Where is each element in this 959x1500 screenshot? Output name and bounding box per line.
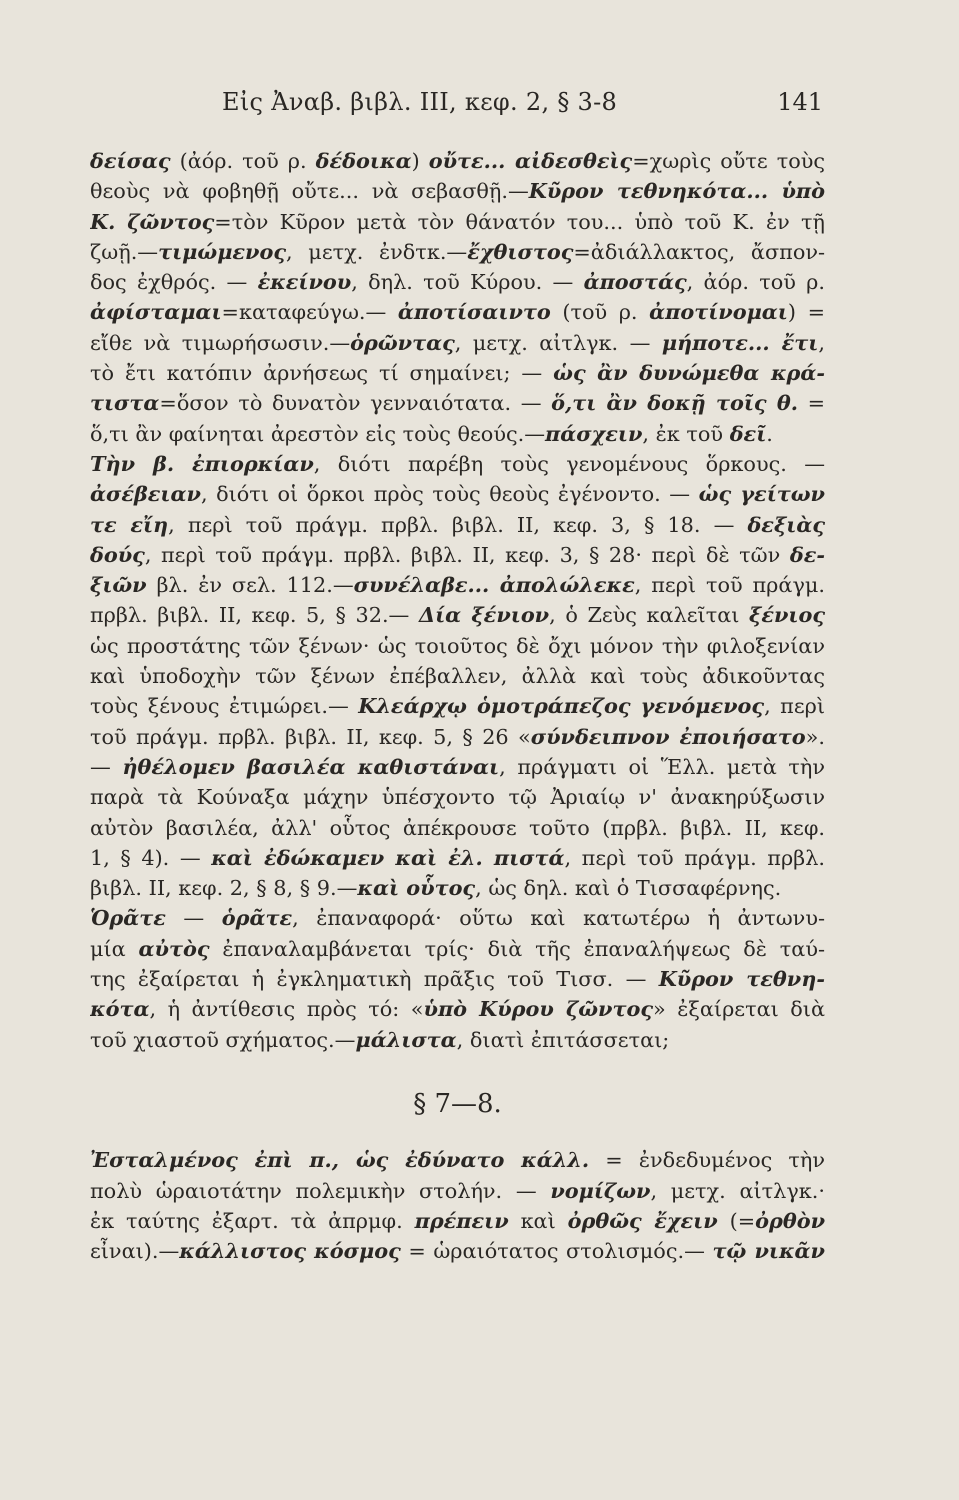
text-line — [90, 479, 825, 509]
text-line — [90, 1025, 825, 1055]
text-line — [90, 267, 825, 297]
gloss-text: ἐκ ταύτης ἐξαρτ. τὰ ἀπρμφ. — [90, 1208, 415, 1233]
gloss-text: = ὡραιότατος στολισμός.— — [400, 1239, 713, 1264]
lemma-term: ὑπὸ Κύρου ζῶντος — [423, 996, 654, 1022]
text-line — [90, 1236, 825, 1266]
lemma-term: ἀποτίνομαι — [649, 299, 788, 325]
lemma-term: ἀποστάς — [583, 269, 687, 295]
text-line — [90, 600, 825, 630]
gloss-text: τὸ ἔτι κατόπιν ἀρνήσεως τί σημαίνει; — — [90, 361, 554, 386]
gloss-text: , περὶ τοῦ πράγμ. — [634, 573, 825, 598]
gloss-text: =ὅσον τὸ δυνατὸν γενναιότατα. — — [159, 391, 552, 416]
lemma-term: ἀσέβειαν — [90, 481, 201, 507]
gloss-text: , ὡς δηλ. καὶ ὁ Τισσαφέρνης. — [475, 876, 782, 901]
lemma-term: ἐκείνου — [257, 269, 352, 295]
lemma-term: Κῦρον τεθνηκότα... ὑπὸ — [528, 178, 825, 204]
lemma-term: οὔτε... αἰδεσθεὶς — [428, 148, 633, 173]
gloss-text: ὡς προστάτης τῶν ξένων· ὡς τοιοῦτος δὲ ὄχι μόνον τὴν φιλοξενίαν — [90, 633, 825, 658]
lemma-term: καὶ ἐδώκαμεν καὶ ἐλ. πιστά — [211, 844, 565, 870]
gloss-text: αὐτὸν βασιλέα, ἀλλ' οὗτος ἀπέκρουσε τοῦτο (πρβλ. βιβλ. ΙΙ, κεφ. — [90, 815, 825, 840]
lemma-term: ὀρθῶς ἔχειν — [567, 1207, 718, 1233]
text-line — [90, 449, 825, 479]
gloss-text: ὅ,τι ἂν φαίνηται ἀρεστὸν εἰς τοὺς θεούς.— — [90, 421, 546, 446]
lemma-term: καὶ οὗτος — [357, 875, 476, 901]
text-line — [90, 782, 825, 812]
gloss-text: = ἐνδεδυμένος τὴν — [589, 1148, 825, 1173]
section-heading: § 7—8. — [413, 1088, 502, 1119]
gloss-text: . — [766, 421, 773, 446]
text-line — [90, 358, 825, 388]
lemma-term: ὅ,τι ἂν δοκῇ τοῖς θ. — [551, 390, 798, 416]
lemma-term: ὡς γείτων — [698, 481, 825, 507]
gloss-text: , διότι οἱ ὅρκοι πρὸς τοὺς θεοὺς ἐγένοντο. — — [200, 482, 699, 507]
lemma-term: ξιῶν — [90, 572, 147, 598]
gloss-text: , περὶ τοῦ πράγμ. πρβλ. βιβλ. ΙΙ, κεφ. 3, § 18. — — [168, 512, 748, 537]
lemma-term: ἠθέλομεν βασιλέα καθιστάναι — [122, 753, 500, 779]
gloss-text: τοῦ πράγμ. πρβλ. βιβλ. ΙΙ, κεφ. 5, § 26 « — [90, 724, 531, 749]
text-line — [90, 964, 825, 994]
gloss-text: , ἐπαναφορά· οὕτω καὶ κατωτέρω ἡ ἀντωνυ- — [292, 906, 825, 931]
gloss-text: παρὰ τὰ Κούναξα μάχην ὑπέσχοντο τῷ Ἀριαίῳ ν' ἀνακηρύξωσιν — [90, 785, 825, 810]
gloss-text: — — [90, 754, 123, 779]
gloss-text: ) = — [787, 300, 825, 325]
lemma-term: ὁρᾶτε — [221, 905, 293, 931]
gloss-text: , περὶ — [764, 694, 825, 719]
lemma-term: σύνδειπνον ἐποιήσατο — [530, 723, 806, 749]
lemma-term: ὀρθὸν — [755, 1207, 825, 1233]
gloss-text: (τοῦ ρ. — [550, 300, 650, 325]
text-line — [90, 934, 825, 964]
lemma-term: δε- — [789, 541, 825, 567]
gloss-text: , ἡ ἀντίθεσις πρὸς τό: « — [149, 997, 424, 1022]
lemma-term: ξένιος — [749, 602, 825, 628]
gloss-text: , μετχ. ἐνδτκ.— — [286, 239, 468, 264]
gloss-text: , πράγματι οἱ Ἕλλ. μετὰ τὴν — [499, 754, 825, 779]
text-line — [90, 328, 825, 358]
gloss-text: τοῦ χιαστοῦ σχήματος.— — [90, 1027, 356, 1052]
text-line — [90, 419, 825, 449]
lemma-term: ὁρῶντας — [350, 329, 455, 355]
lemma-term: ἔχθιστος — [467, 238, 574, 264]
gloss-text: (= — [717, 1208, 756, 1233]
text-line — [90, 873, 825, 903]
gloss-text: , διατὶ ἐπιτάσσεται; — [456, 1027, 670, 1052]
gloss-text: της ἐξαίρεται ἡ ἐγκληματικὴ πρᾶξις τοῦ Τισσ. — — [90, 967, 659, 992]
lemma-term: Κ. ζῶντος — [90, 208, 215, 234]
gloss-text: καὶ ὑποδοχὴν τῶν ξένων ἐπέβαλλεν, ἀλλὰ καὶ τοὺς ἀδικοῦντας — [90, 664, 825, 689]
gloss-text: — — [165, 906, 222, 931]
text-line — [90, 843, 825, 873]
lemma-term: μήποτε... ἔτι — [661, 329, 819, 355]
page-header — [60, 88, 825, 128]
text-line — [90, 237, 825, 267]
lemma-term: δούς — [90, 541, 145, 567]
text-line — [90, 752, 825, 782]
lemma-term: πάσχειν — [545, 420, 643, 446]
commentary-text — [90, 146, 825, 1266]
gloss-text: δος ἐχθρός. — — [90, 270, 258, 295]
gloss-text: πρβλ. βιβλ. ΙΙ, κεφ. 5, § 32.— — [90, 603, 419, 628]
lemma-term: μάλιστα — [355, 1026, 457, 1052]
lemma-term: κότα — [90, 996, 150, 1022]
text-line — [90, 540, 825, 570]
text-line — [90, 1176, 825, 1206]
lemma-term: ἀποτίσαιντο — [397, 299, 551, 325]
gloss-text: = — [797, 391, 825, 416]
gloss-text: θεοὺς νὰ φοβηθῇ οὔτε... νὰ σεβασθῇ.— — [90, 179, 529, 204]
lemma-term: Ἐσταλμένος ἐπὶ π., ὡς ἐδύνατο κάλλ. — [90, 1147, 590, 1173]
lemma-term: δεῖ — [729, 420, 767, 446]
lemma-term: τῷ νικᾶν — [712, 1238, 825, 1264]
text-line — [90, 207, 825, 237]
text-line — [90, 297, 825, 327]
gloss-text: ζωῇ.— — [90, 239, 159, 264]
lemma-term: νομίζων — [550, 1177, 651, 1203]
lemma-term: Τὴν β. ἐπιορκίαν — [90, 450, 314, 476]
text-line — [90, 813, 825, 843]
gloss-text: =χωρὶς οὔτε τοὺς — [632, 149, 825, 173]
gloss-text: , περὶ τοῦ πράγμ. πρβλ. βιβλ. ΙΙ, κεφ. 3, § 28· περὶ δὲ τῶν — [144, 542, 790, 567]
text-line — [90, 691, 825, 721]
page-number: 141 — [777, 88, 823, 116]
gloss-text: , ὁ Ζεὺς καλεῖται — [549, 603, 749, 628]
gloss-text: βλ. ἐν σελ. 112.— — [146, 573, 354, 598]
lemma-term: συνέλαβε... ἀπολώλεκε — [353, 572, 635, 598]
text-line — [90, 631, 825, 661]
text-line — [90, 994, 825, 1024]
gloss-text: , δηλ. τοῦ Κύρου. — — [351, 270, 584, 295]
lemma-term: τιστα — [90, 390, 160, 416]
text-line — [90, 1206, 825, 1236]
gloss-text: μία — [90, 936, 139, 961]
lemma-term: κάλλιστος κόσμος — [179, 1238, 401, 1264]
lemma-term: Δία ξένιον — [418, 602, 550, 628]
text-line — [90, 661, 825, 691]
lemma-term: δέδοικα — [315, 148, 412, 173]
gloss-text: ) — [411, 149, 429, 173]
lemma-term: Ὁρᾶτε — [90, 905, 166, 931]
lemma-term: τιμώμενος — [158, 238, 287, 264]
gloss-text: εἶναι).— — [90, 1239, 180, 1264]
gloss-text: εἴθε νὰ τιμωρήσωσιν.— — [90, 330, 351, 355]
lemma-term: πρέπειν — [414, 1207, 509, 1233]
gloss-text: , — [818, 330, 825, 355]
gloss-text: , ἀόρ. τοῦ ρ. — [686, 270, 825, 295]
gloss-text: =ἀδιάλλακτος, ἄσπον- — [573, 239, 825, 264]
text-line — [90, 146, 825, 176]
lemma-term: δεξιὰς — [747, 511, 825, 537]
commentary-paragraphs — [90, 146, 825, 1055]
gloss-text: » ἐξαίρεται διὰ — [653, 997, 825, 1022]
gloss-text: πολὺ ὡραιοτάτην πολεμικὴν στολήν. — — [90, 1178, 551, 1203]
gloss-text: ». — [805, 724, 825, 749]
gloss-text: βιβλ. ΙΙ, κεφ. 2, § 8, § 9.— — [90, 876, 358, 901]
lemma-term: ὡς ἂν δυνώμεθα κρά- — [553, 360, 825, 386]
text-line — [90, 570, 825, 600]
gloss-text: (ἀόρ. τοῦ ρ. — [170, 149, 316, 173]
text-line — [90, 510, 825, 540]
gloss-text: , ἐκ τοῦ — [642, 421, 730, 446]
text-line — [90, 388, 825, 418]
text-line — [90, 176, 825, 206]
text-line — [90, 1145, 825, 1175]
gloss-text: , μετχ. αἰτλγκ.· — [650, 1178, 825, 1203]
gloss-text: 1, § 4). — — [90, 845, 212, 870]
running-title: Εἰς Ἀναβ. βιβλ. ΙΙΙ, κεφ. 2, § 3-8 — [222, 88, 618, 116]
text-line — [90, 903, 825, 933]
gloss-text: καὶ — [508, 1208, 568, 1233]
lemma-term: Κλεάρχῳ ὁμοτράπεζος γενόμενος — [358, 693, 765, 719]
gloss-text: , περὶ τοῦ πράγμ. πρβλ. — [564, 845, 825, 870]
gloss-text: =τὸν Κῦρον μετὰ τὸν θάνατόν του... ὑπὸ τοῦ Κ. ἐν τῇ — [214, 209, 825, 234]
gloss-text: =καταφεύγω.— — [221, 300, 398, 325]
gloss-text: τοὺς ξένους ἐτιμώρει.— — [90, 694, 359, 719]
commentary-section-7-8 — [90, 1145, 825, 1266]
gloss-text: ἐπαναλαμβάνεται τρίς· διὰ τῆς ἐπαναλήψεως δὲ ταύ- — [209, 936, 825, 961]
lemma-term: τε εἴη — [90, 511, 169, 537]
lemma-term: ἀφίσταμαι — [90, 299, 222, 325]
gloss-text: , διότι παρέβη τοὺς γενομένους ὅρκους. — — [313, 451, 825, 476]
lemma-term: δείσας — [90, 148, 171, 173]
lemma-term: Κῦρον τεθνη- — [658, 966, 825, 992]
lemma-term: αὐτὸς — [138, 935, 210, 961]
gloss-text: , μετχ. αἰτλγκ. — — [454, 330, 662, 355]
text-line — [90, 722, 825, 752]
